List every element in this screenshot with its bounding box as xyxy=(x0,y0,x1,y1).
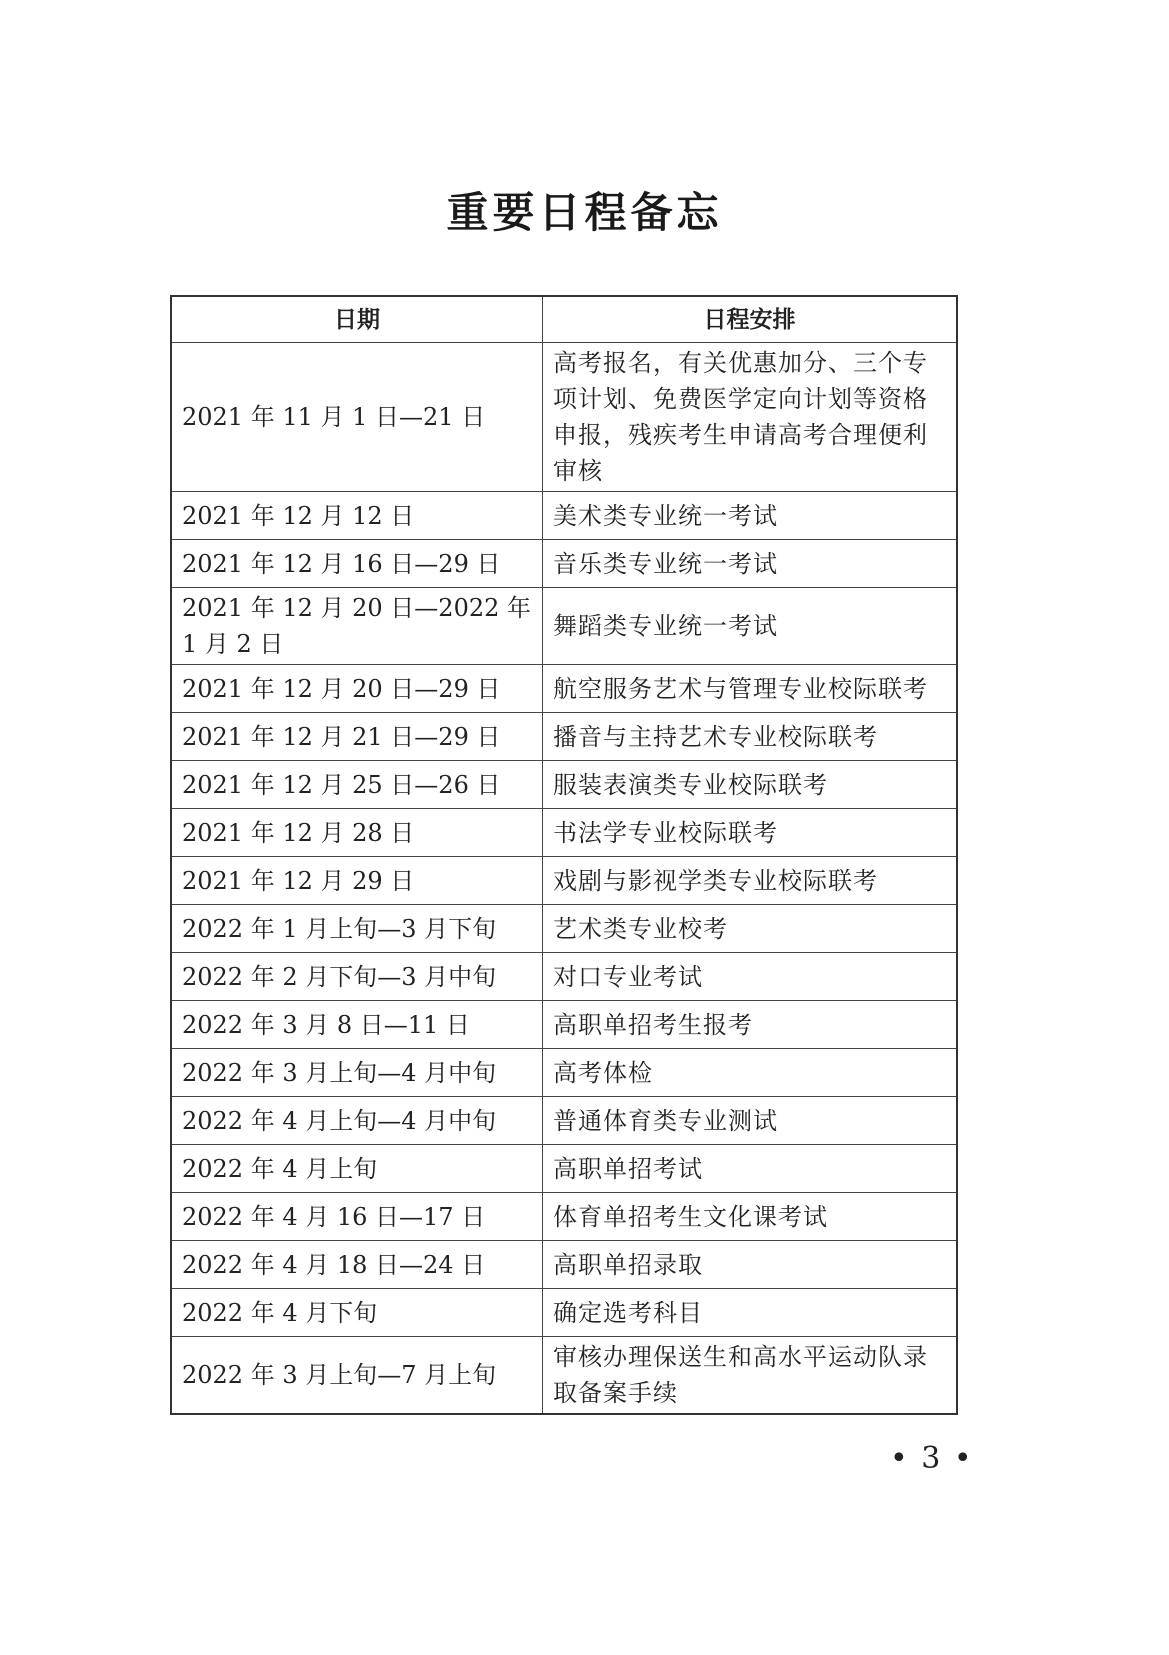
table-row xyxy=(171,1193,957,1241)
date-cell: 2022 年 4 月上旬 xyxy=(171,1145,543,1193)
date-cell: 2022 年 4 月上旬—4 月中旬 xyxy=(171,1097,543,1145)
table-row xyxy=(171,1289,957,1337)
date-cell: 2022 年 3 月上旬—7 月上旬 xyxy=(171,1337,543,1415)
table-row xyxy=(171,809,957,857)
date-cell: 2021 年 12 月 16 日—29 日 xyxy=(171,540,543,588)
plan-cell: 舞蹈类专业统一考试 xyxy=(543,588,958,665)
plan-cell: 书法学专业校际联考 xyxy=(543,809,958,857)
table-row xyxy=(171,1145,957,1193)
date-cell: 2022 年 1 月上旬—3 月下旬 xyxy=(171,905,543,953)
date-cell: 2022 年 4 月下旬 xyxy=(171,1289,543,1337)
plan-cell: 普通体育类专业测试 xyxy=(543,1097,958,1145)
table-row xyxy=(171,713,957,761)
header-row xyxy=(171,296,957,343)
date-cell: 2022 年 3 月 8 日—11 日 xyxy=(171,1001,543,1049)
table-row xyxy=(171,492,957,540)
plan-cell: 美术类专业统一考试 xyxy=(543,492,958,540)
plan-cell: 高职单招考试 xyxy=(543,1145,958,1193)
date-column-header: 日期 xyxy=(171,296,543,343)
date-cell: 2021 年 12 月 20 日—2022 年 1 月 2 日 xyxy=(171,588,543,665)
page-title: 重要日程备忘 xyxy=(446,188,723,237)
table-row xyxy=(171,1241,957,1289)
plan-column-header: 日程安排 xyxy=(543,296,958,343)
table-header xyxy=(171,296,957,343)
plan-cell: 高考报名，有关优惠加分、三个专项计划、免费医学定向计划等资格申报，残疾考生申请高考合理便利审核 xyxy=(543,343,958,492)
table-row xyxy=(171,953,957,1001)
schedule-table xyxy=(170,295,958,1415)
date-cell: 2021 年 12 月 25 日—26 日 xyxy=(171,761,543,809)
page-number: • 3 • xyxy=(890,1441,974,1476)
plan-cell: 高职单招考生报考 xyxy=(543,1001,958,1049)
date-cell: 2021 年 12 月 29 日 xyxy=(171,857,543,905)
table-row xyxy=(171,1097,957,1145)
plan-cell: 对口专业考试 xyxy=(543,953,958,1001)
date-cell: 2022 年 3 月上旬—4 月中旬 xyxy=(171,1049,543,1097)
table-row xyxy=(171,665,957,713)
plan-cell: 播音与主持艺术专业校际联考 xyxy=(543,713,958,761)
table-row xyxy=(171,905,957,953)
plan-cell: 审核办理保送生和高水平运动队录取备案手续 xyxy=(543,1337,958,1415)
date-cell: 2022 年 2 月下旬—3 月中旬 xyxy=(171,953,543,1001)
date-cell: 2021 年 12 月 21 日—29 日 xyxy=(171,713,543,761)
plan-cell: 高职单招录取 xyxy=(543,1241,958,1289)
table-row xyxy=(171,343,957,492)
table-row xyxy=(171,1001,957,1049)
date-cell: 2021 年 11 月 1 日—21 日 xyxy=(171,343,543,492)
date-cell: 2022 年 4 月 18 日—24 日 xyxy=(171,1241,543,1289)
plan-cell: 戏剧与影视学类专业校际联考 xyxy=(543,857,958,905)
plan-cell: 高考体检 xyxy=(543,1049,958,1097)
table-body xyxy=(171,343,957,1415)
date-cell: 2021 年 12 月 20 日—29 日 xyxy=(171,665,543,713)
table-row xyxy=(171,1049,957,1097)
date-cell: 2021 年 12 月 28 日 xyxy=(171,809,543,857)
plan-cell: 航空服务艺术与管理专业校际联考 xyxy=(543,665,958,713)
plan-cell: 音乐类专业统一考试 xyxy=(543,540,958,588)
plan-cell: 确定选考科目 xyxy=(543,1289,958,1337)
plan-cell: 体育单招考生文化课考试 xyxy=(543,1193,958,1241)
table-row xyxy=(171,1337,957,1415)
date-cell: 2022 年 4 月 16 日—17 日 xyxy=(171,1193,543,1241)
table-row xyxy=(171,761,957,809)
table-row xyxy=(171,588,957,665)
date-cell: 2021 年 12 月 12 日 xyxy=(171,492,543,540)
plan-cell: 艺术类专业校考 xyxy=(543,905,958,953)
table-row xyxy=(171,540,957,588)
table-row xyxy=(171,857,957,905)
plan-cell: 服装表演类专业校际联考 xyxy=(543,761,958,809)
